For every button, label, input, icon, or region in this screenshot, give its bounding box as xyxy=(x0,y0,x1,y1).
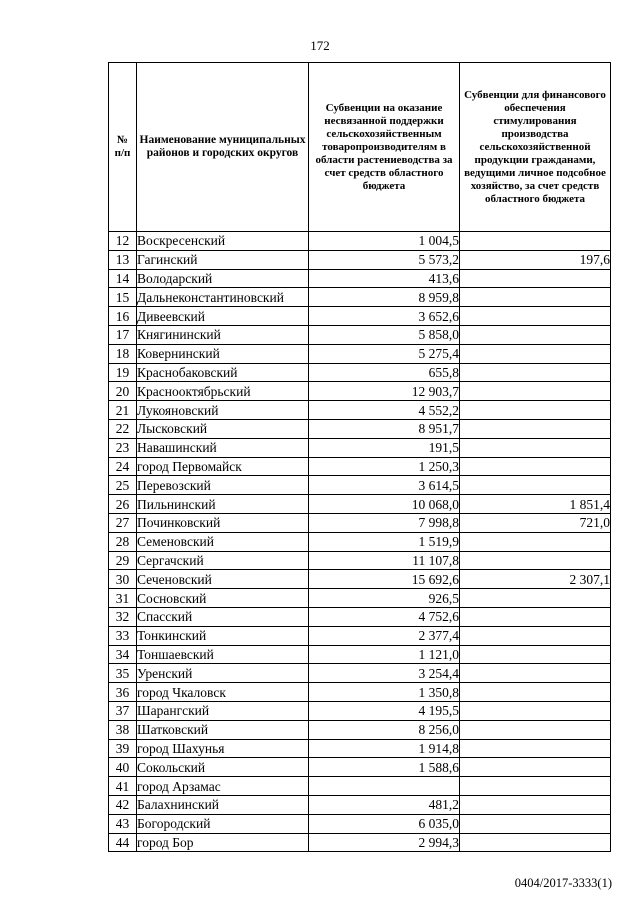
row-number: 20 xyxy=(109,382,137,401)
row-number: 32 xyxy=(109,607,137,626)
header-municipality-name: Наименование муниципальных районов и городских округов xyxy=(137,63,309,232)
table-row xyxy=(109,307,611,326)
row-number: 39 xyxy=(109,739,137,758)
row-municipality-name: Краснооктябрьский xyxy=(137,382,309,401)
table-row xyxy=(109,495,611,514)
row-crop-subsidy-value: 4 752,6 xyxy=(309,607,460,626)
table-row xyxy=(109,833,611,852)
row-number: 41 xyxy=(109,777,137,796)
row-municipality-name: Сергачский xyxy=(137,551,309,570)
row-number: 37 xyxy=(109,701,137,720)
row-crop-subsidy-value: 3 614,5 xyxy=(309,476,460,495)
row-crop-subsidy-value: 1 350,8 xyxy=(309,683,460,702)
table-row xyxy=(109,551,611,570)
table-row xyxy=(109,701,611,720)
row-number: 17 xyxy=(109,325,137,344)
table-row xyxy=(109,457,611,476)
page-number: 172 xyxy=(310,38,330,53)
table-header-row xyxy=(109,63,611,232)
row-municipality-name: Балахнинский xyxy=(137,795,309,814)
row-number: 28 xyxy=(109,532,137,551)
row-household-subsidy-value: 2 307,1 xyxy=(460,570,611,589)
row-municipality-name: город Арзамас xyxy=(137,777,309,796)
row-crop-subsidy-value: 10 068,0 xyxy=(309,495,460,514)
row-municipality-name: Семеновский xyxy=(137,532,309,551)
table-row xyxy=(109,645,611,664)
row-household-subsidy-value xyxy=(460,795,611,814)
row-municipality-name: Сокольский xyxy=(137,758,309,777)
table-row xyxy=(109,419,611,438)
row-household-subsidy-value xyxy=(460,607,611,626)
row-household-subsidy-value xyxy=(460,419,611,438)
row-household-subsidy-value xyxy=(460,476,611,495)
row-number: 30 xyxy=(109,570,137,589)
row-household-subsidy-value xyxy=(460,589,611,608)
row-number: 14 xyxy=(109,269,137,288)
table-row xyxy=(109,269,611,288)
row-household-subsidy-value xyxy=(460,325,611,344)
row-household-subsidy-value xyxy=(460,532,611,551)
row-municipality-name: Дивеевский xyxy=(137,307,309,326)
row-number: 26 xyxy=(109,495,137,514)
row-municipality-name: Воскресенский xyxy=(137,232,309,251)
row-crop-subsidy-value: 4 552,2 xyxy=(309,401,460,420)
row-crop-subsidy-value: 5 275,4 xyxy=(309,344,460,363)
row-number: 35 xyxy=(109,664,137,683)
row-household-subsidy-value: 197,6 xyxy=(460,250,611,269)
row-crop-subsidy-value: 15 692,6 xyxy=(309,570,460,589)
row-household-subsidy-value xyxy=(460,401,611,420)
row-crop-subsidy-value: 481,2 xyxy=(309,795,460,814)
row-household-subsidy-value xyxy=(460,232,611,251)
table-row xyxy=(109,344,611,363)
row-municipality-name: город Шахунья xyxy=(137,739,309,758)
table-row xyxy=(109,438,611,457)
row-number: 15 xyxy=(109,288,137,307)
table-row xyxy=(109,476,611,495)
row-number: 29 xyxy=(109,551,137,570)
table-row xyxy=(109,683,611,702)
row-household-subsidy-value xyxy=(460,814,611,833)
row-household-subsidy-value xyxy=(460,288,611,307)
row-number: 38 xyxy=(109,720,137,739)
table-row xyxy=(109,720,611,739)
row-household-subsidy-value xyxy=(460,626,611,645)
row-crop-subsidy-value: 413,6 xyxy=(309,269,460,288)
table-row xyxy=(109,777,611,796)
document-code: 0404/2017-3333(1) xyxy=(514,876,612,890)
header-number: № п/п xyxy=(109,63,137,232)
row-number: 22 xyxy=(109,419,137,438)
table-row xyxy=(109,513,611,532)
row-household-subsidy-value xyxy=(460,777,611,796)
table-row xyxy=(109,325,611,344)
row-crop-subsidy-value: 926,5 xyxy=(309,589,460,608)
row-crop-subsidy-value: 3 652,6 xyxy=(309,307,460,326)
row-crop-subsidy-value: 1 588,6 xyxy=(309,758,460,777)
row-household-subsidy-value xyxy=(460,645,611,664)
header-crop-subsidy: Субвенции на оказание несвязанной поддержки сельскохозяйственным товаропроизводителям в области растениеводства за счет средств областного бюджета xyxy=(309,63,460,232)
row-number: 42 xyxy=(109,795,137,814)
row-crop-subsidy-value: 8 959,8 xyxy=(309,288,460,307)
row-municipality-name: Богородский xyxy=(137,814,309,833)
row-municipality-name: Шатковский xyxy=(137,720,309,739)
row-municipality-name: Починковский xyxy=(137,513,309,532)
row-municipality-name: Навашинский xyxy=(137,438,309,457)
row-household-subsidy-value xyxy=(460,739,611,758)
row-number: 33 xyxy=(109,626,137,645)
row-crop-subsidy-value: 655,8 xyxy=(309,363,460,382)
row-crop-subsidy-value: 2 377,4 xyxy=(309,626,460,645)
row-number: 21 xyxy=(109,401,137,420)
row-crop-subsidy-value xyxy=(309,777,460,796)
row-municipality-name: Сеченовский xyxy=(137,570,309,589)
header-household-subsidy: Субвенции для финансового обеспечения стимулирования производства сельскохозяйственной продукции гражданами, ведущими личное подсобное хозяйство, за счет средств областного бюджета xyxy=(460,63,611,232)
row-household-subsidy-value xyxy=(460,833,611,852)
row-number: 18 xyxy=(109,344,137,363)
row-household-subsidy-value: 1 851,4 xyxy=(460,495,611,514)
row-crop-subsidy-value: 8 951,7 xyxy=(309,419,460,438)
table-row xyxy=(109,250,611,269)
row-municipality-name: Дальнеконстантиновский xyxy=(137,288,309,307)
row-number: 12 xyxy=(109,232,137,251)
row-crop-subsidy-value: 3 254,4 xyxy=(309,664,460,683)
row-municipality-name: Сосновский xyxy=(137,589,309,608)
table-row xyxy=(109,607,611,626)
row-household-subsidy-value xyxy=(460,683,611,702)
row-municipality-name: город Первомайск xyxy=(137,457,309,476)
row-municipality-name: Володарский xyxy=(137,269,309,288)
row-crop-subsidy-value: 1 914,8 xyxy=(309,739,460,758)
row-municipality-name: Гагинский xyxy=(137,250,309,269)
row-crop-subsidy-value: 8 256,0 xyxy=(309,720,460,739)
table-row xyxy=(109,758,611,777)
table-row xyxy=(109,664,611,683)
row-crop-subsidy-value: 1 250,3 xyxy=(309,457,460,476)
table-body xyxy=(109,232,611,852)
row-number: 25 xyxy=(109,476,137,495)
row-crop-subsidy-value: 1 519,9 xyxy=(309,532,460,551)
row-number: 36 xyxy=(109,683,137,702)
table-row xyxy=(109,626,611,645)
row-crop-subsidy-value: 191,5 xyxy=(309,438,460,457)
table-row xyxy=(109,814,611,833)
row-household-subsidy-value xyxy=(460,269,611,288)
row-number: 27 xyxy=(109,513,137,532)
row-municipality-name: Лысковский xyxy=(137,419,309,438)
table-row xyxy=(109,232,611,251)
row-household-subsidy-value xyxy=(460,344,611,363)
row-crop-subsidy-value: 5 573,2 xyxy=(309,250,460,269)
row-number: 44 xyxy=(109,833,137,852)
table-row xyxy=(109,532,611,551)
row-municipality-name: Перевозский xyxy=(137,476,309,495)
row-household-subsidy-value xyxy=(460,551,611,570)
row-household-subsidy-value xyxy=(460,363,611,382)
row-household-subsidy-value xyxy=(460,438,611,457)
table-row xyxy=(109,382,611,401)
row-municipality-name: Пильнинский xyxy=(137,495,309,514)
table-row xyxy=(109,570,611,589)
row-number: 13 xyxy=(109,250,137,269)
table-row xyxy=(109,288,611,307)
row-crop-subsidy-value: 6 035,0 xyxy=(309,814,460,833)
row-municipality-name: Княгининский xyxy=(137,325,309,344)
row-number: 16 xyxy=(109,307,137,326)
row-crop-subsidy-value: 12 903,7 xyxy=(309,382,460,401)
row-municipality-name: Спасский xyxy=(137,607,309,626)
row-number: 24 xyxy=(109,457,137,476)
row-crop-subsidy-value: 5 858,0 xyxy=(309,325,460,344)
row-crop-subsidy-value: 11 107,8 xyxy=(309,551,460,570)
row-municipality-name: город Бор xyxy=(137,833,309,852)
table-row xyxy=(109,589,611,608)
row-household-subsidy-value xyxy=(460,720,611,739)
row-household-subsidy-value: 721,0 xyxy=(460,513,611,532)
row-household-subsidy-value xyxy=(460,307,611,326)
row-crop-subsidy-value: 1 121,0 xyxy=(309,645,460,664)
table-row xyxy=(109,401,611,420)
row-municipality-name: город Чкаловск xyxy=(137,683,309,702)
row-municipality-name: Тонкинский xyxy=(137,626,309,645)
row-municipality-name: Краснобаковский xyxy=(137,363,309,382)
row-crop-subsidy-value: 1 004,5 xyxy=(309,232,460,251)
row-number: 40 xyxy=(109,758,137,777)
table-row xyxy=(109,795,611,814)
row-municipality-name: Уренский xyxy=(137,664,309,683)
row-crop-subsidy-value: 7 998,8 xyxy=(309,513,460,532)
table-row xyxy=(109,739,611,758)
row-municipality-name: Лукояновский xyxy=(137,401,309,420)
row-household-subsidy-value xyxy=(460,457,611,476)
row-number: 31 xyxy=(109,589,137,608)
row-number: 19 xyxy=(109,363,137,382)
row-household-subsidy-value xyxy=(460,701,611,720)
row-crop-subsidy-value: 4 195,5 xyxy=(309,701,460,720)
row-municipality-name: Ковернинский xyxy=(137,344,309,363)
row-number: 43 xyxy=(109,814,137,833)
row-municipality-name: Шарангский xyxy=(137,701,309,720)
row-household-subsidy-value xyxy=(460,382,611,401)
row-crop-subsidy-value: 2 994,3 xyxy=(309,833,460,852)
row-household-subsidy-value xyxy=(460,758,611,777)
table-row xyxy=(109,363,611,382)
row-number: 23 xyxy=(109,438,137,457)
row-household-subsidy-value xyxy=(460,664,611,683)
row-number: 34 xyxy=(109,645,137,664)
subsidy-table xyxy=(108,62,611,852)
row-municipality-name: Тоншаевский xyxy=(137,645,309,664)
